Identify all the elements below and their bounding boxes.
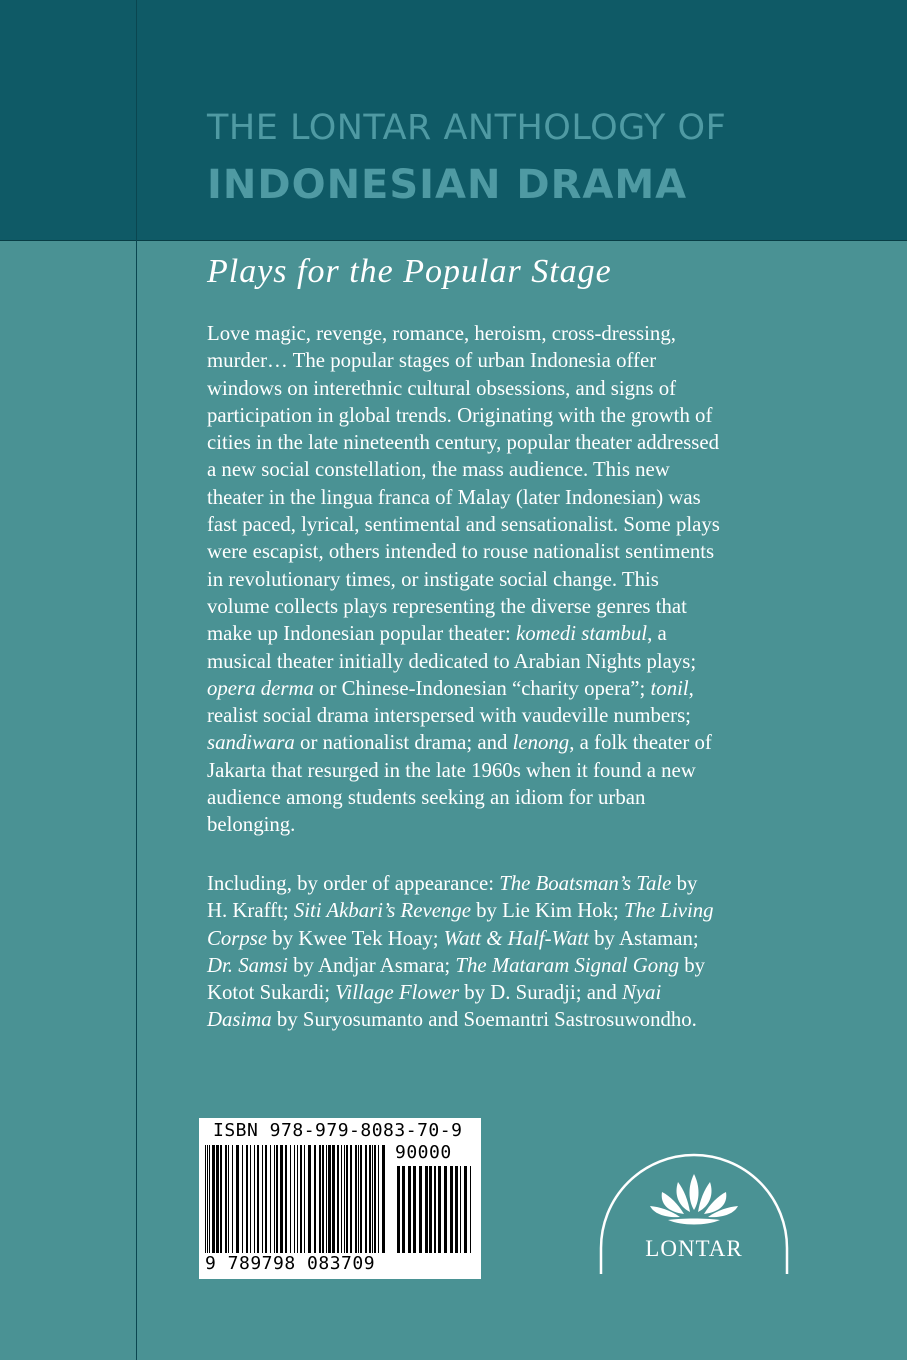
barcode-bar	[450, 1166, 453, 1253]
book-subtitle: Plays for the Popular Stage	[207, 253, 612, 290]
barcode-bar	[297, 1145, 298, 1253]
barcode-bar	[464, 1166, 467, 1253]
barcode-bar	[369, 1145, 371, 1253]
barcode-bar	[274, 1145, 275, 1253]
italic-title: Dasima	[207, 1008, 272, 1032]
text-line	[207, 320, 897, 347]
barcode-bar	[294, 1145, 295, 1253]
barcode-bar	[314, 1145, 316, 1253]
barcode-bar	[378, 1145, 379, 1253]
barcode-bar	[355, 1145, 357, 1253]
italic-title: tonil	[650, 676, 689, 700]
text-line	[207, 675, 897, 702]
barcode-bar	[308, 1145, 311, 1253]
text-line	[207, 402, 897, 429]
barcode-bar	[374, 1145, 376, 1253]
barcode-bar	[220, 1145, 222, 1253]
anthology-title-line2: INDONESIAN DRAMA	[207, 162, 688, 208]
italic-title: Siti Akbari’s Revenge	[293, 899, 471, 923]
barcode-bar	[205, 1145, 206, 1253]
barcode-bar	[382, 1145, 385, 1253]
italic-title: Village Flower	[335, 981, 460, 1005]
text-line	[207, 1006, 897, 1033]
text-line	[207, 511, 897, 538]
text-run: by D. Suradji; and	[459, 981, 622, 1005]
barcode-bar	[254, 1145, 255, 1253]
italic-title: The Boatsman’s Tale	[499, 872, 672, 895]
barcode-bar	[429, 1166, 432, 1253]
barcode-bar	[460, 1166, 461, 1253]
italic-title: Nyai	[621, 981, 662, 1005]
text-run: Including, by order of appearance:	[207, 872, 500, 895]
addon-barcode-bars	[395, 1166, 473, 1253]
italic-title: sandiwara	[207, 731, 295, 755]
barcode-bar	[326, 1145, 327, 1253]
text-run: or nationalist drama; and	[294, 731, 513, 755]
price-addon-code: 90000	[395, 1142, 452, 1163]
barcode-bar	[344, 1145, 345, 1253]
barcode-bar	[212, 1145, 215, 1253]
text-run: Kotot Sukardi;	[207, 981, 336, 1005]
contents-paragraph	[207, 870, 897, 1034]
barcode-bar	[285, 1145, 287, 1253]
text-run: , a folk theater of	[569, 731, 712, 755]
barcode-bar	[397, 1166, 400, 1253]
barcode-bar	[350, 1145, 352, 1253]
text-run: were escapist, others intended to rouse nationalist sentiments	[207, 540, 715, 564]
text-run: realist social drama interspersed with vaudeville numbers;	[207, 704, 691, 728]
barcode-bar	[360, 1145, 362, 1253]
text-run: Love magic, revenge, romance, heroism, cross-dressing,	[207, 322, 676, 345]
text-line	[207, 538, 897, 565]
text-run: murder… The popular stages of urban Indonesia offer	[207, 349, 657, 373]
barcode-bar	[372, 1145, 373, 1253]
lontar-logo	[598, 1152, 790, 1276]
text-run: theater in the lingua franca of Malay (later Indonesian) was	[207, 485, 701, 509]
text-run: audience among students seeking an idiom for urban	[207, 786, 646, 810]
text-line	[207, 811, 897, 838]
barcode-bar	[257, 1145, 259, 1253]
barcode-bar	[365, 1145, 367, 1253]
text-run: fast paced, lyrical, sentimental and sensationalist. Some plays	[207, 513, 720, 537]
text-line	[207, 429, 897, 456]
text-run: cities in the late nineteenth century, popular theater addressed	[207, 431, 720, 455]
text-run: by Suryosumanto and Soemantri Sastrosuwondho.	[271, 1008, 697, 1032]
text-line	[207, 620, 897, 647]
barcode-bar	[246, 1145, 248, 1253]
text-line	[207, 702, 897, 729]
ean-digits: 9 789798 083709	[205, 1253, 376, 1274]
text-line	[207, 897, 897, 924]
spine-rule	[136, 0, 137, 1360]
text-run: by Lie Kim Hok;	[470, 899, 625, 923]
barcode-bar	[408, 1166, 411, 1253]
barcode-bar	[216, 1145, 219, 1253]
barcode-bar	[337, 1145, 339, 1253]
barcode-bar	[419, 1166, 422, 1253]
barcode-bar	[434, 1166, 436, 1253]
barcode-bar	[332, 1145, 335, 1253]
italic-title: opera derma	[207, 676, 314, 700]
text-line	[207, 925, 897, 952]
barcode-bar	[207, 1145, 208, 1253]
barcode-bar	[328, 1145, 331, 1253]
barcode-bar	[242, 1145, 243, 1253]
barcode-bar	[346, 1145, 348, 1253]
barcode-bar	[413, 1166, 416, 1253]
barcode-bar	[228, 1145, 229, 1253]
barcode-bar	[300, 1145, 302, 1253]
description-paragraph	[207, 320, 897, 839]
text-line	[207, 784, 897, 811]
italic-title: The Mataram Signal Gong	[455, 953, 679, 977]
barcode-bar	[225, 1145, 227, 1253]
text-line	[207, 566, 897, 593]
barcode-bar	[304, 1145, 305, 1253]
italic-title: Corpse	[207, 926, 268, 950]
barcode-bar	[290, 1145, 291, 1253]
text-line	[207, 648, 897, 675]
text-line	[207, 729, 897, 756]
text-line	[207, 593, 897, 620]
barcode-bar	[265, 1145, 267, 1253]
text-run: volume collects plays representing the diverse genres that	[207, 594, 687, 618]
text-line	[207, 952, 897, 979]
barcode-bar	[341, 1145, 342, 1253]
text-run: by	[671, 872, 698, 895]
text-run: by Kwee Tek Hoay;	[267, 926, 444, 950]
barcode-bar	[455, 1166, 458, 1253]
text-run: in revolutionary times, or instigate social change. This	[207, 567, 659, 591]
text-run: musical theater initially dedicated to Arabian Nights plays;	[207, 649, 697, 673]
isbn-label: ISBN 978-979-8083-70-9	[213, 1120, 463, 1141]
text-run: by Astaman;	[588, 926, 699, 950]
barcode-bar	[262, 1145, 263, 1253]
italic-title: The Living	[624, 899, 714, 923]
barcode-bar	[232, 1145, 233, 1253]
text-line	[207, 870, 897, 897]
barcode-bar	[322, 1145, 324, 1253]
text-run: Jakarta that resurged in the late 1960s when it found a new	[207, 758, 696, 782]
barcode-bar	[425, 1166, 428, 1253]
barcode-bar	[358, 1145, 359, 1253]
text-run: participation in global trends. Originating with the growth of	[207, 403, 713, 427]
text-run: a new social constellation, the mass audience. This new	[207, 458, 670, 482]
italic-title: komedi stambul	[515, 622, 648, 646]
italic-title: Dr. Samsi	[207, 953, 288, 977]
text-line	[207, 347, 897, 374]
text-line	[207, 484, 897, 511]
anthology-title-line1: THE LONTAR ANTHOLOGY OF	[207, 108, 727, 148]
text-run: , a	[647, 622, 667, 646]
barcode-bar	[280, 1145, 283, 1253]
ean-barcode-bars	[203, 1145, 389, 1253]
text-run: by Andjar Asmara;	[287, 953, 456, 977]
text-line	[207, 757, 897, 784]
text-run: H. Krafft;	[207, 899, 294, 923]
text-line	[207, 456, 897, 483]
italic-title: lenong	[512, 731, 570, 755]
text-line	[207, 375, 897, 402]
text-run: belonging.	[207, 813, 296, 837]
barcode-bar	[438, 1166, 441, 1253]
italic-title: Watt & Half-Watt	[443, 926, 589, 950]
barcode-bar	[470, 1166, 471, 1253]
barcode-bar	[270, 1145, 271, 1253]
text-line	[207, 979, 897, 1006]
barcode-bar	[402, 1166, 405, 1253]
text-run: make up Indonesian popular theater:	[207, 622, 516, 646]
barcode-bar	[319, 1145, 321, 1253]
barcode-bar	[276, 1145, 278, 1253]
barcode-bar	[209, 1145, 210, 1253]
barcode-bar	[444, 1166, 447, 1253]
text-run: ,	[688, 676, 694, 700]
text-run: by	[679, 953, 705, 977]
text-run: windows on interethnic cultural obsessions, and signs of	[207, 376, 677, 400]
barcode-bar	[250, 1145, 251, 1253]
isbn-barcode	[199, 1118, 481, 1279]
barcode-bar	[236, 1145, 239, 1253]
publisher-name: LONTAR	[645, 1236, 743, 1261]
text-run: or Chinese-Indonesian “charity opera”;	[313, 676, 651, 700]
